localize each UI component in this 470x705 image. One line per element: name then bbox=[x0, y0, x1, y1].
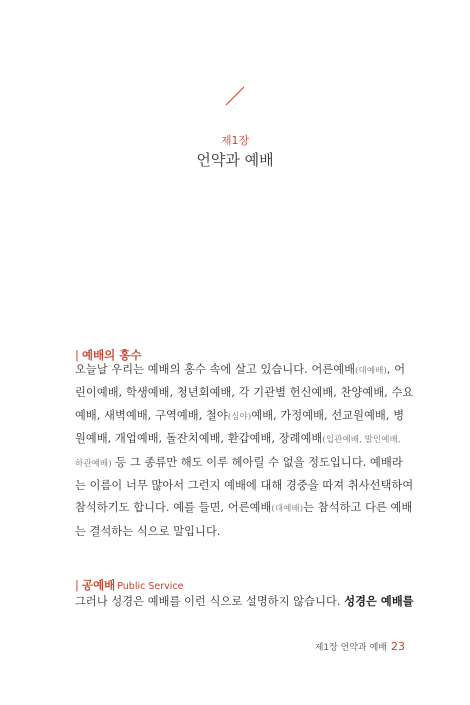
paragraph-line: 는 결석하는 식으로 말입니다. bbox=[75, 524, 221, 538]
paragraph-line: 오늘날 우리는 예배의 홍수 속에 살고 있습니다. 어른예배(대예배), 어 bbox=[75, 363, 406, 376]
paragraph-line: 예배, 새벽예배, 구역예배, 철야(심야)예배, 가정예배, 선교원예배, 병 bbox=[75, 408, 405, 422]
heading-bar-icon: | bbox=[75, 578, 79, 592]
running-title: 제1장 언약과 예배 bbox=[314, 643, 387, 653]
paragraph-line: 참석하기도 합니다. 예를 들면, 어른예배(대예배)는 참석하고 다른 예배 bbox=[75, 501, 413, 515]
section-heading-subtitle: Public Service bbox=[117, 581, 184, 592]
chapter-title: 언약과 예배 bbox=[196, 151, 274, 169]
page-footer bbox=[315, 640, 405, 653]
paragraph-line: 린이예배, 학생예배, 청년회예배, 각 기관별 헌신예배, 찬양예배, 수요 bbox=[75, 386, 414, 400]
section2-paragraph bbox=[75, 590, 414, 613]
chapter-label: 제1장 bbox=[220, 134, 250, 147]
paragraph-line: 하관예배) 등 그 종류만 해도 이루 헤아릴 수 없을 정도입니다. 예배라 bbox=[75, 455, 403, 469]
page-number: 23 bbox=[391, 640, 405, 653]
paragraph-line: 원예배, 개업예배, 돌잔치예배, 환갑예배, 장례예배(입관예배, 발인예배, bbox=[75, 432, 401, 446]
paragraph-line: 는 이름이 너무 많아서 그런지 예배에 대해 경중을 따져 취사선택하여 bbox=[75, 479, 414, 493]
heading-bar-icon: | bbox=[75, 348, 79, 362]
section1-paragraph bbox=[75, 359, 414, 543]
section-heading-text: 공예배 bbox=[81, 578, 116, 592]
paragraph-line: 그러나 성경은 예배를 이런 식으로 설명하지 않습니다. 성경은 예배를 bbox=[75, 594, 414, 608]
decorative-slash-icon bbox=[224, 85, 246, 107]
section-heading-text: 예배의 홍수 bbox=[81, 348, 142, 362]
